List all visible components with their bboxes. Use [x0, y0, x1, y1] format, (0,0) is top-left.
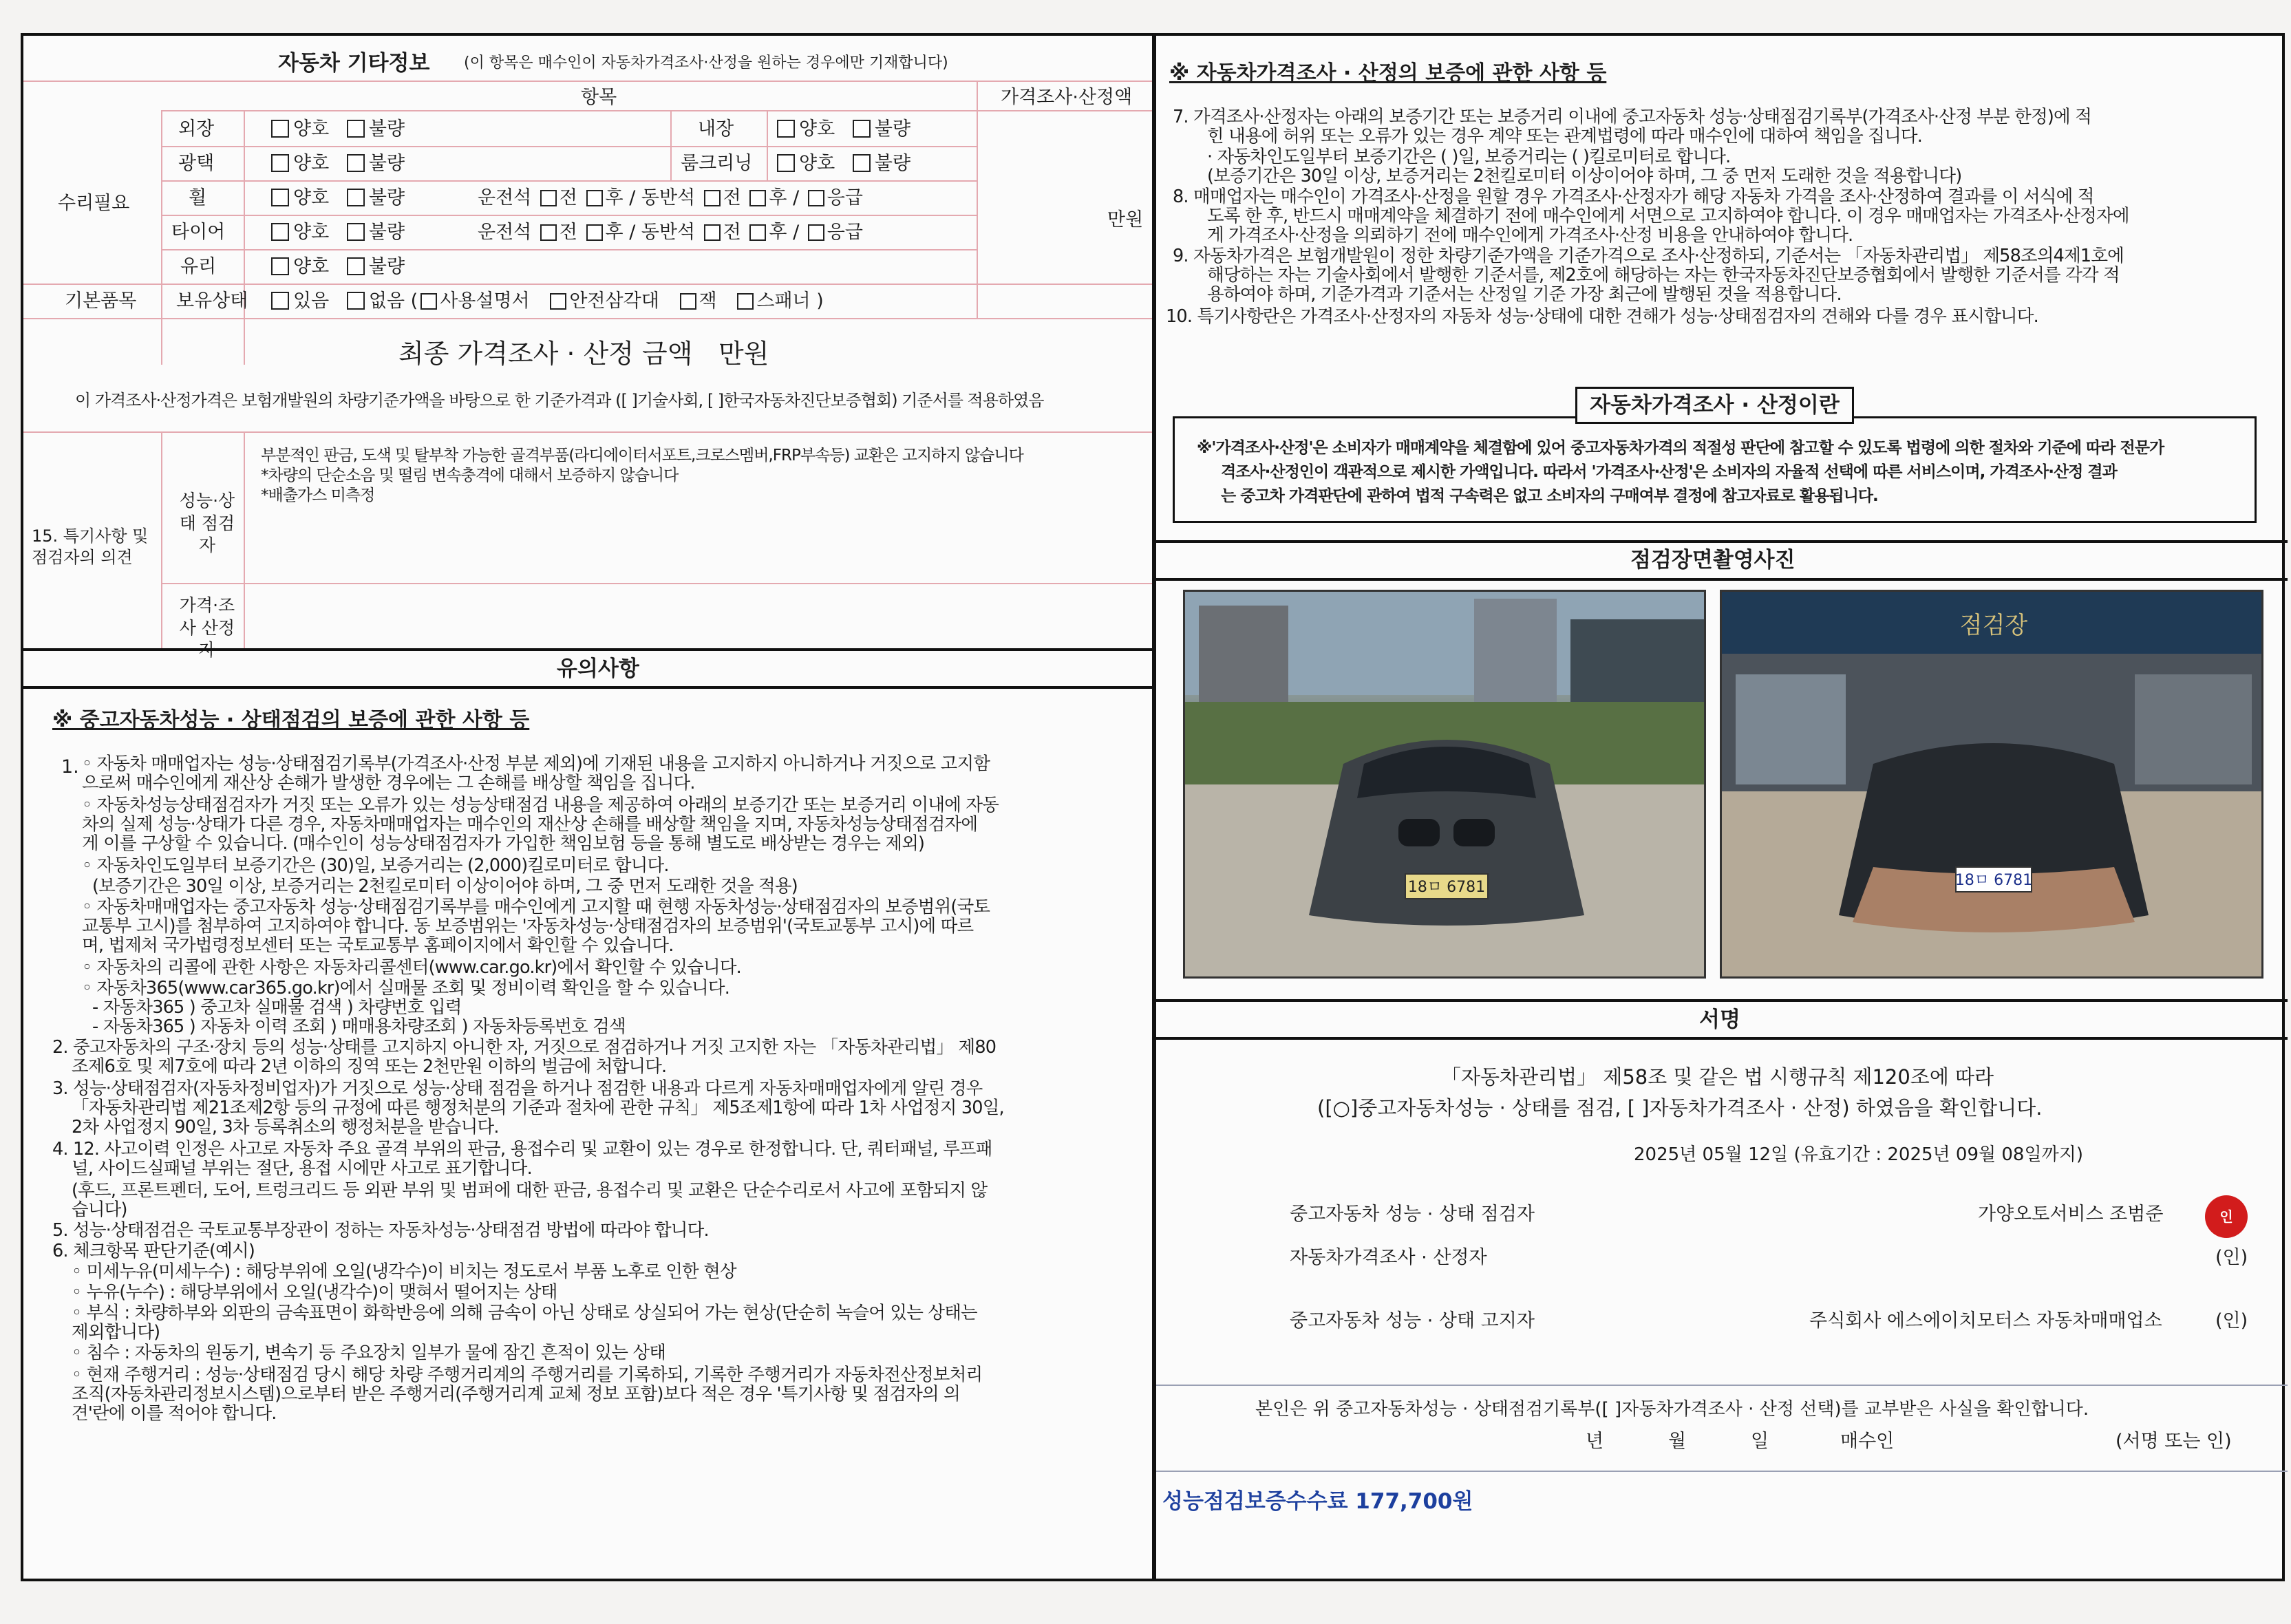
- notice-line: ◦ 자동차 매매업자는 성능·상태점검기록부(가격조사·산정 부분 제외)에 기재된 내용을 고지하지 아니하거나 거짓으로 고지함: [82, 754, 990, 774]
- checkbox[interactable]: [271, 223, 289, 241]
- notice-line: 제외합니다): [72, 1322, 160, 1343]
- price-guarantee-line: 해당하는 자는 기술사회에서 발행한 기준서를, 제2호에 해당하는 자는 한국자동차진단보증협회에서 발행한 기준서를 각각 적: [1207, 265, 2120, 286]
- definition-line-1: ※'가격조사·산정'은 소비자가 매매계약을 체결함에 있어 중고자동차가격의 적절성 판단에 참고할 수 있도록 법령에 의한 절차와 기준에 따라 전문가: [1197, 439, 2164, 457]
- notice-line: 게 이를 구상할 수 있습니다. (매수인이 성능상태점검자가 가입한 책임보험 등을 통해 별도로 배상받는 경우는 제외): [82, 833, 925, 854]
- inspector-name: 가양오토서비스 조범준: [1978, 1204, 2164, 1225]
- perf-inspector-label: 성능·상태 점검자: [179, 491, 235, 555]
- gloss-options: 양호 불량: [271, 151, 405, 175]
- role-notifier: 중고자동차 성능 · 상태 고지자: [1290, 1310, 1535, 1332]
- notice-line: 2차 사업정지 90일, 3차 등록취소의 행정처분을 받습니다.: [72, 1117, 499, 1137]
- checkbox[interactable]: [853, 120, 871, 138]
- red-seal-stamp: 인: [2205, 1195, 2248, 1238]
- notice-line: ◦ 자동차365(www.car365.go.kr)에서 실매물 조회 및 정비이력 확인을 할 수 있습니다.: [82, 978, 729, 998]
- final-price-title: 최종 가격조사 · 산정 금액: [398, 339, 693, 369]
- other-info-note: (이 항목은 매수인이 자동차가격조사·산정을 원하는 경우에만 기재합니다): [464, 54, 948, 72]
- wheel-options: 양호 불량: [271, 186, 405, 210]
- checkbox[interactable]: [271, 154, 289, 172]
- checkbox[interactable]: [540, 224, 557, 241]
- checkbox[interactable]: [808, 224, 824, 241]
- photos-header: 점검장면촬영사진: [1630, 548, 1795, 573]
- perf-note-2: *차량의 단순소음 및 떨림 변속충격에 대해서 보증하지 않습니다: [261, 467, 679, 484]
- perf-note-1: 부분적인 판금, 도색 및 탈부착 가능한 골격부품(라디에이터서포트,크로스멤버,FRP부속등) 교환은 고지하지 않습니다: [261, 447, 1023, 464]
- checkbox[interactable]: [680, 293, 696, 310]
- definition-line-2: 격조사·산정인이 객관적으로 제시한 가액입니다. 따라서 '가격조사·산정'은 소비자의 자율적 선택에 따른 서비스이며, 가격조사·산정 결과: [1221, 463, 2117, 481]
- perf-note-3: *배출가스 미측정: [261, 487, 375, 504]
- law-line: 「자동차관리법」 제58조 및 같은 법 시행규칙 제120조에 따라: [1441, 1065, 1994, 1089]
- notice-line: 5. 성능·상태점검은 국토교통부장관이 정하는 자동차성능·상태점검 방법에 따라야 합니다.: [52, 1220, 709, 1241]
- checkbox[interactable]: [853, 154, 871, 172]
- standard-note: 이 가격조사·산정가격은 보험개발원의 차량기준가액을 바탕으로 한 기준가격과 ([ ]기술사회, [ ]한국자동차진단보증협회) 기준서를 적용하였음: [75, 391, 1044, 410]
- checkbox[interactable]: [347, 223, 365, 241]
- notice-line: ◦ 누유(누수) : 해당부위에서 오일(냉각수)이 맺혀서 떨어지는 상태: [72, 1282, 557, 1303]
- inspection-fee: 성능점검보증수수료 177,700원: [1162, 1489, 1473, 1514]
- price-guarantee-line: 게 가격조사·산정을 의뢰하기 전에 매수인에게 가격조사·산정 비용을 안내하여야 합니다.: [1207, 225, 1853, 246]
- inspection-form: [21, 33, 2285, 1581]
- notice-line: 며, 법제처 국가법령정보센터 또는 국토교통부 홈페이지에서 확인할 수 있습니다.: [82, 935, 674, 956]
- other-info-title: 자동차 기타정보: [278, 51, 430, 76]
- notice-line: 조제6호 및 제7호에 따라 2년 이하의 징역 또는 2천만원 이하의 벌금에 처합니다.: [72, 1056, 667, 1077]
- notice-line: 조직(자동차관리정보시스템)으로부터 받은 주행거리(주행거리계 교체 정보 포함)보다 적은 경우 '특기사항 및 점검자의 의: [72, 1384, 960, 1404]
- date-line: 2025년 05월 12일 (유효기간 : 2025년 09월 08일까지): [1634, 1144, 2083, 1165]
- notice-section-title: ※ 중고자동차성능 · 상태점검의 보증에 관한 사항 등: [52, 708, 530, 732]
- notice-line: 2. 중고자동차의 구조·장치 등의 성능·상태를 고지하지 아니한 자, 거짓으로 점검하거나 거짓 고지한 자는 「자동차관리법」 제80: [52, 1037, 997, 1058]
- assessor-seal: (인): [2215, 1247, 2248, 1268]
- checkbox[interactable]: [808, 190, 824, 206]
- price-guarantee-line: 9. 자동차가격은 보험개발원이 정한 차량기준가액을 기준가격으로 조사·산정하되, 기준서는 「자동차관리법」 제58조의4제1호에: [1173, 246, 2124, 266]
- column-divider: [1152, 36, 1156, 1579]
- notice-line: (후드, 프론트펜더, 도어, 트렁크리드 등 외판 부위 및 범퍼에 대한 판금, 용접수리 및 교환은 단순수리로서 사고에 포함되지 않: [72, 1180, 988, 1201]
- tire-options: 양호 불량: [271, 220, 405, 244]
- checkbox[interactable]: [704, 224, 721, 241]
- notice-line: 널, 사이드실패널 부위는 절단, 용접 시에만 사고로 표기합니다.: [72, 1158, 532, 1179]
- receipt-day: 일: [1751, 1431, 1769, 1452]
- row-exterior-label: 외장: [178, 118, 215, 140]
- price-guarantee-line: (보증기간은 30일 이상, 보증거리는 2천킬로미터 이상이어야 하며, 그 중 먼저 도래한 것을 적용합니다): [1207, 166, 1962, 186]
- notice-line: 으로써 매수인에게 재산상 손해가 발생한 경우에는 그 손해를 배상할 책임을 집니다.: [82, 773, 695, 793]
- notice-line: ◦ 미세누유(미세누수) : 해당부위에 오일(냉각수)이 비치는 정도로서 부품 노후로 인한 현상: [72, 1261, 736, 1282]
- checkbox[interactable]: [540, 190, 557, 206]
- garage-sign: 점검장: [1959, 612, 2028, 639]
- price-guarantee-title: ※ 자동차가격조사 · 산정의 보증에 관한 사항 등: [1169, 61, 1607, 85]
- checkbox[interactable]: [749, 224, 766, 241]
- checkbox[interactable]: [271, 292, 289, 310]
- price-guarantee-line: 10. 특기사항란은 가격조사·산정자의 자동차 성능·상태에 대한 견해가 성능·상태점검자의 견해와 다를 경우 표시합니다.: [1166, 306, 2038, 327]
- price-guarantee-line: 8. 매매업자는 매수인이 가격조사·산정을 원할 경우 가격조사·산정자가 해당 자동차 가격을 조사·산정하여 결과를 이 서식에 적: [1173, 186, 2094, 207]
- rear-photo: [1720, 590, 2263, 979]
- signature-header: 서명: [1699, 1007, 1740, 1032]
- checkbox[interactable]: [271, 120, 289, 138]
- checkbox[interactable]: [420, 293, 437, 310]
- price-guarantee-line: 힌 내용에 허위 또는 오류가 있는 경우 계약 또는 관계법령에 따라 매수인에 대하여 책임을 집니다.: [1207, 126, 1923, 147]
- notice-line: 3. 성능·상태점검자(자동차정비업자)가 거짓으로 성능·상태 점검을 하거나 점검한 내용과 다르게 자동차매매업자에게 알린 경우: [52, 1078, 983, 1099]
- notice-line: ◦ 현재 주행거리 : 성능·상태점검 당시 해당 차량 주행거리계의 주행거리를 기록하되, 기록한 주행거리가 자동차전산정보처리: [72, 1365, 983, 1385]
- row-room-clean-label: 룸크리닝: [681, 153, 753, 174]
- notice-line: - 자동차365 ) 중고차 실매물 검색 ) 차량번호 입력: [92, 997, 462, 1018]
- basic-items-label: 기본품목: [65, 290, 137, 312]
- price-unit: 만원: [1107, 209, 1144, 231]
- row-gloss-label: 광택: [178, 153, 215, 174]
- front-plate-number: 18ㅁ 6781: [1407, 879, 1486, 896]
- row-wheel-label: 휠: [189, 187, 207, 209]
- price-guarantee-line: 7. 가격조사·산정자는 아래의 보증기간 또는 보증거리 이내에 중고자동차 성능·상태점검기록부(가격조사·산정 부분 한정)에 적: [1173, 107, 2091, 127]
- wheel-positions: 운전석 전 후 / 동반석 전 후 / 응급: [478, 187, 863, 209]
- checkbox[interactable]: [347, 120, 365, 138]
- checkbox[interactable]: [737, 293, 754, 310]
- checkbox[interactable]: [777, 154, 795, 172]
- checkbox[interactable]: [347, 189, 365, 206]
- checkbox[interactable]: [586, 224, 603, 241]
- notice-line: 견'란에 이를 적어야 합니다.: [72, 1403, 277, 1424]
- notice-line: 습니다): [72, 1199, 127, 1220]
- checkbox[interactable]: [777, 120, 795, 138]
- receipt-line: 본인은 위 중고자동차성능 · 상태점검기록부([ ]자동차가격조사 · 산정 선택)를 교부받은 사실을 확인합니다.: [1255, 1399, 2089, 1420]
- notifier-name: 주식회사 에스에이치모터스 자동차매매업소: [1809, 1310, 2162, 1332]
- front-photo: [1183, 590, 1706, 979]
- special-notes-label: 15. 특기사항 및 점검자의 의견: [32, 526, 149, 568]
- notice-line: ◦ 자동차의 리콜에 관한 사항은 자동차리콜센터(www.car.go.kr)에서 확인할 수 있습니다.: [82, 957, 741, 978]
- role-inspector: 중고자동차 성능 · 상태 점검자: [1290, 1204, 1535, 1225]
- notifier-seal: (인): [2215, 1310, 2248, 1332]
- notice-line: 4. 12. 사고이력 인정은 사고로 자동차 주요 골격 부위의 판금, 용접수리 및 교환이 있는 경우로 한정합니다. 단, 쿼터패널, 루프패: [52, 1139, 992, 1160]
- checkbox[interactable]: [347, 257, 365, 275]
- notice-line: 「자동차관리법 제21조제2항 등의 규정에 따른 행정처분의 기준과 절차에 관한 규칙」 제5조제1항에 따라 1차 사업정지 30일,: [72, 1098, 1004, 1118]
- checkbox[interactable]: [550, 293, 566, 310]
- receipt-year: 년: [1586, 1431, 1604, 1452]
- row-tire-label: 타이어: [171, 222, 226, 243]
- checkbox[interactable]: [586, 190, 603, 206]
- price-assessor-label: 가격·조사 산정자: [179, 595, 235, 660]
- checkbox[interactable]: [271, 257, 289, 275]
- row-glass-label: 유리: [180, 256, 217, 277]
- notice-line: 6. 체크항목 판단기준(예시): [52, 1241, 255, 1261]
- notice-line: ◦ 자동차성능상태점검자가 거짓 또는 오류가 있는 성능상태점검 내용을 제공하여 아래의 보증기간 또는 보증거리 이내에 자동: [82, 795, 999, 815]
- notice-line: ◦ 부식 : 차량하부와 외판의 금속표면이 화학반응에 의해 금속이 아닌 상태로 상실되어 가는 현상(단순히 녹슬어 있는 상태는: [72, 1303, 977, 1323]
- notice-item-1-number: 1.: [61, 756, 79, 778]
- possess-label: 보유상태: [176, 290, 248, 312]
- glass-options: 양호 불량: [271, 255, 405, 279]
- notice-line: (보증기간은 30일 이상, 보증거리는 2천킬로미터 이상이어야 하며, 그 중 먼저 도래한 것을 적용): [92, 876, 798, 897]
- price-definition-title: 자동차가격조사 · 산정이란: [1575, 387, 1854, 424]
- exterior-options: 양호 불량: [271, 117, 405, 141]
- notice-line: ◦ 자동차매매업자는 중고자동차 성능·상태점검기록부를 매수인에게 고지할 때 현행 자동차성능·상태점검자의 보증범위(국토: [82, 897, 990, 917]
- definition-line-3: 는 중고차 가격판단에 관하여 법적 구속력은 없고 소비자의 구매여부 결정에 참고자료로 활용됩니다.: [1221, 487, 1878, 505]
- basic-items-options: 있음 없음 ( 사용설명서 안전삼각대 잭 스패너 ): [271, 289, 824, 313]
- row-interior-label: 내장: [698, 118, 734, 140]
- receipt-month: 월: [1668, 1431, 1687, 1452]
- price-guarantee-line: 용하여야 하며, 기준가격과 기준서는 산정일 기준 가장 최근에 발행된 것을 적용합니다.: [1207, 284, 1842, 305]
- repair-needed-label: 수리필요: [58, 193, 130, 214]
- checkbox[interactable]: [271, 189, 289, 206]
- price-guarantee-line: 도록 한 후, 반드시 매매계약을 체결하기 전에 매수인에게 서면으로 고지하여야 합니다. 이 경우 매매업자는 가격조사·산정자에: [1207, 206, 2129, 226]
- rear-plate-number: 18ㅁ 6781: [1954, 872, 2033, 889]
- buyer-label: 매수인: [1840, 1431, 1895, 1452]
- checkbox[interactable]: [704, 190, 721, 206]
- tire-positions: 운전석 전 후 / 동반석 전 후 / 응급: [478, 222, 863, 243]
- confirm-line: ([○]중고자동차성능 · 상태를 점검, [ ]자동차가격조사 · 산정) 하였음을 확인합니다.: [1317, 1096, 2043, 1120]
- interior-options: 양호 불량: [777, 117, 910, 141]
- checkbox[interactable]: [347, 154, 365, 172]
- price-guarantee-line: · 자동차인도일부터 보증기간은 ( )일, 보증거리는 ( )킬로미터로 합니다.: [1207, 147, 1731, 167]
- notice-line: 차의 실제 성능·상태가 다른 경우, 자동차매매업자는 매수인의 재산상 손해를 배상할 책임을 지며, 자동차성능상태점검자에: [82, 814, 978, 835]
- sign-or-seal-label: (서명 또는 인): [2116, 1431, 2232, 1452]
- notice-header: 유의사항: [557, 656, 639, 681]
- role-price-assessor: 자동차가격조사 · 산정자: [1290, 1247, 1487, 1268]
- notice-line: 교통부 고시)를 첨부하여 고지하여야 합니다. 동 보증범위는 '자동차성능·상태점검자의 보증범위'(국토교통부 고시)에 따르: [82, 916, 974, 937]
- notice-line: ◦ 자동차인도일부터 보증기간은 (30)일, 보증거리는 (2,000)킬로미터로 합니다.: [82, 855, 669, 876]
- final-price-unit: 만원: [718, 339, 769, 369]
- notice-line: - 자동차365 ) 자동차 이력 조회 ) 매매용차량조회 ) 자동차등록번호 검색: [92, 1016, 626, 1037]
- notice-line: ◦ 침수 : 자동차의 원동기, 변속기 등 주요장치 일부가 물에 잠긴 흔적이 있는 상태: [72, 1343, 666, 1363]
- checkbox[interactable]: [347, 292, 365, 310]
- checkbox[interactable]: [749, 190, 766, 206]
- col-item-header: 항목: [581, 87, 617, 108]
- col-price-header: 가격조사·산정액: [1001, 87, 1133, 108]
- room-clean-options: 양호 불량: [777, 151, 910, 175]
